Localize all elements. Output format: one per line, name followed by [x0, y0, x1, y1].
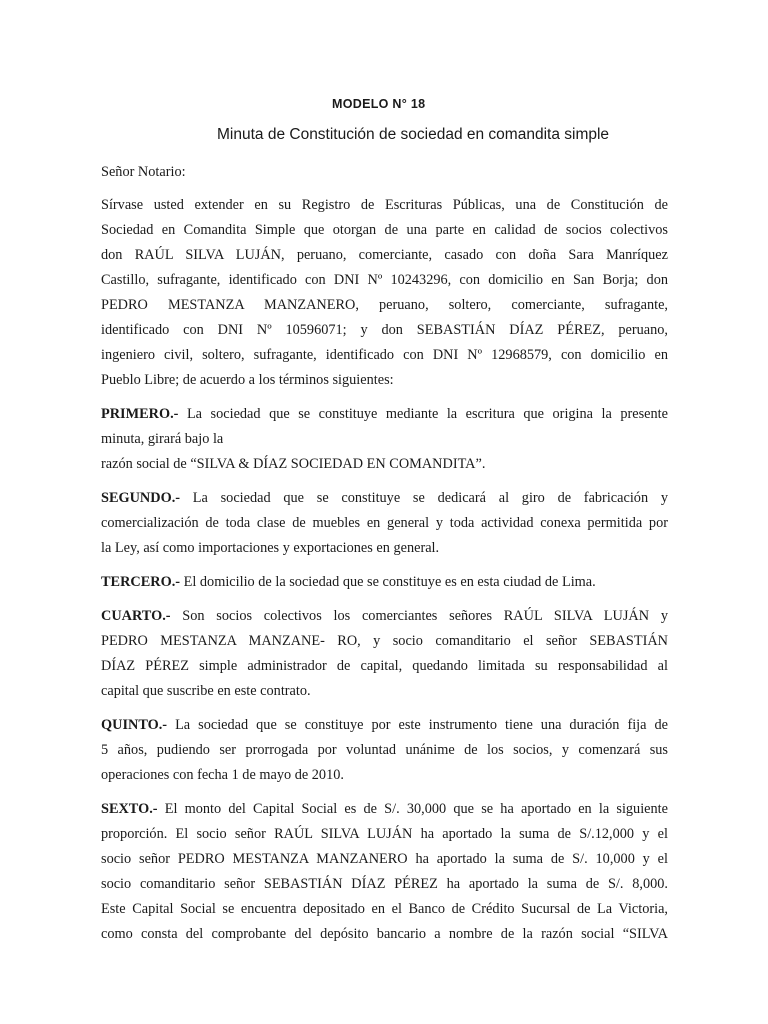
clause-line: operaciones con fecha 1 de mayo de 2010. — [101, 767, 344, 783]
clause-line: 5 años, pudiendo ser prorrogada por voluntad unánime de los socios, y comenzará sus — [101, 742, 668, 758]
clause-line: Este Capital Social se encuentra depositado en el Banco de Crédito Sucursal de La Victoria, — [101, 901, 668, 917]
clause-line — [101, 402, 668, 427]
clause-cuarto — [101, 604, 668, 704]
clause-line — [101, 486, 668, 511]
clause-text: El monto del Capital Social es de S/. 30,000 que se ha aportado en la siguiente — [157, 801, 668, 817]
clause-line: PEDRO MESTANZA MANZANE- RO, y socio comanditario el señor SEBASTIÁN — [101, 633, 668, 649]
salutation-line: Señor Notario: — [101, 164, 186, 180]
intro-line: Sírvase usted extender en su Registro de Escrituras Públicas, una de Constitución de — [101, 197, 668, 213]
clause-line — [101, 797, 668, 822]
clause-primero — [101, 402, 668, 477]
clause-line — [101, 713, 668, 738]
document-title: Minuta de Constitución de sociedad en comandita simple — [217, 126, 610, 143]
clause-line: DÍAZ PÉREZ simple administrador de capital, quedando limitada su responsabilidad al — [101, 658, 668, 674]
clause-line: la Ley, así como importaciones y exportaciones en general. — [101, 540, 440, 556]
clause-title: SEGUNDO.- — [101, 490, 181, 506]
intro-line: don RAÚL SILVA LUJÁN, peruano, comerciante, casado con doña Sara Manríquez — [101, 247, 668, 263]
clause-line: comercialización de toda clase de muebles en general y toda actividad conexa permitida por — [101, 515, 668, 531]
clause-text: La sociedad que se constituye mediante la escritura que origina la presente — [178, 406, 668, 422]
salutation — [101, 160, 668, 185]
clause-title: PRIMERO.- — [101, 406, 179, 422]
clause-line: minuta, girará bajo la — [101, 431, 224, 447]
clause-text: El domicilio de la sociedad que se constituye es en esta ciudad de Lima. — [180, 574, 596, 590]
clause-line: socio comanditario señor SEBASTIÁN DÍAZ PÉREZ ha aportado la suma de S/. 8,000. — [101, 876, 668, 892]
clause-line: proporción. El socio señor RAÚL SILVA LUJÁN ha aportado la suma de S/.12,000 y el — [101, 826, 668, 842]
clause-line: razón social de “SILVA & DÍAZ SOCIEDAD EN COMANDITA”. — [101, 456, 486, 472]
clause-title: SEXTO.- — [101, 801, 158, 817]
clause-text: Son socios colectivos los comerciantes señores RAÚL SILVA LUJÁN y — [170, 608, 668, 624]
clause-line — [101, 604, 668, 629]
clause-title: QUINTO.- — [101, 717, 168, 733]
document-heading: MODELO N° 18 — [332, 97, 426, 111]
clause-tercero — [101, 570, 668, 595]
intro-line: Pueblo Libre; de acuerdo a los términos siguientes: — [101, 372, 394, 388]
clause-title: TERCERO.- — [101, 574, 181, 590]
document-body — [101, 160, 668, 947]
clause-line: como consta del comprobante del depósito bancario a nombre de la razón social “SILVA — [101, 926, 668, 942]
clause-line: capital que suscribe en este contrato. — [101, 683, 311, 699]
clause-quinto — [101, 713, 668, 788]
intro-line: ingeniero civil, soltero, sufragante, identificado con DNI Nº 12968579, con domicilio en — [101, 347, 668, 363]
clause-text: La sociedad que se constituye por este instrumento tiene una duración fija de — [167, 717, 668, 733]
intro-line: Sociedad en Comandita Simple que otorgan de una parte en calidad de socios colectivos — [101, 222, 668, 238]
clause-sexto — [101, 797, 668, 947]
intro-line: Castillo, sufragante, identificado con DNI Nº 10243296, con domicilio en San Borja; don — [101, 272, 668, 288]
clause-line — [101, 570, 668, 595]
clause-line: socio señor PEDRO MESTANZA MANZANERO ha aportado la suma de S/. 10,000 y el — [101, 851, 668, 867]
intro-line: identificado con DNI Nº 10596071; y don SEBASTIÁN DÍAZ PÉREZ, peruano, — [101, 322, 668, 338]
clause-segundo — [101, 486, 668, 561]
intro-paragraph — [101, 193, 668, 393]
intro-line: PEDRO MESTANZA MANZANERO, peruano, soltero, comerciante, sufragante, — [101, 297, 668, 313]
clause-text: La sociedad que se constituye se dedicará al giro de fabricación y — [180, 490, 668, 506]
clause-title: CUARTO.- — [101, 608, 171, 624]
